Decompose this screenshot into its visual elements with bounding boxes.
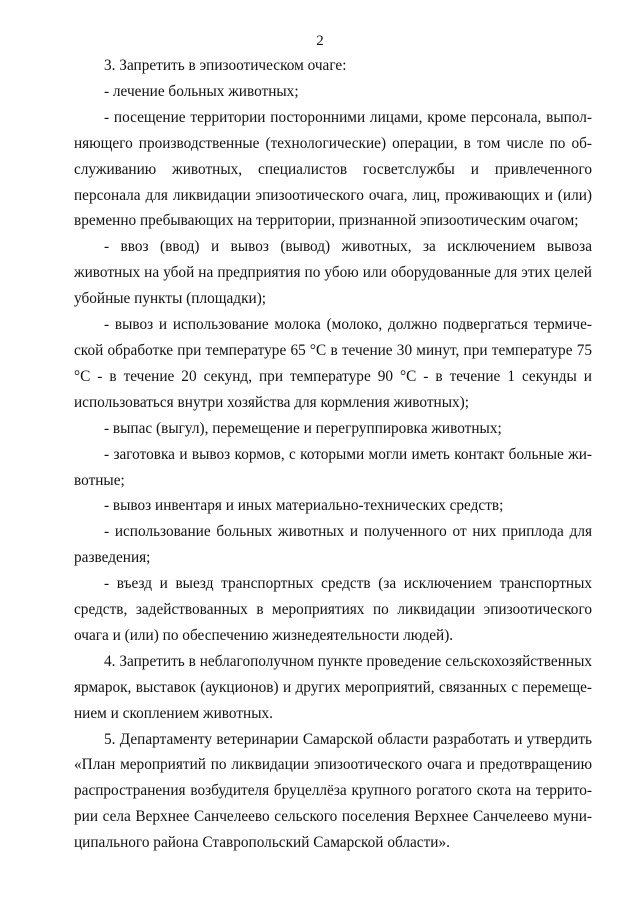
- list-item-inventory: - вывоз инвентаря и иных материально-технических средств;: [104, 497, 504, 515]
- paragraph-4: 4. Запретить в неблагополучном пункте проведение сельскохозяйственных ярмарок, выставок (аукционов) и других мероприятий, связанных с перемещением и скоплением животных.: [74, 652, 592, 722]
- paragraph-3-heading: 3. Запретить в эпизоотическом очаге:: [104, 57, 347, 74]
- list-item-treatment: - лечение больных животных;: [104, 82, 299, 100]
- list-item-animal-transport: - ввоз (ввод) и вывоз (вывод) животных, за исключением вывоза животных на убой на предприятия по убою или оборудованные для этих целей убойные пункты (площадки);: [74, 238, 592, 308]
- list-item-visiting: - посещение территории посторонними лицами, кроме персонала, выполняющего производственные (технологические) операции, в том числе по обслуживанию животных, специалистов госветслужбы и привлеченного персонала для ликвидации эпизоотического очага, лиц, проживающих и (или) временно пребывающих на территории, признанной эпизоотическим очагом;: [74, 108, 592, 230]
- list-item-grazing: - выпас (выгул), перемещение и перегруппировка животных;: [104, 419, 502, 437]
- list-item-vehicles: - въезд и выезд транспортных средств (за исключением транспортных средств, задействованных в мероприятиях по ликвидации эпизоотического очага и (или) по обеспечению жизнедеятельности людей).: [74, 575, 592, 644]
- document-body: [74, 53, 592, 856]
- page-number: 2: [316, 33, 324, 49]
- list-item-breeding: - использование больных животных и полученного от них приплода для разведения;: [74, 523, 592, 567]
- list-item-milk: - вывоз и использование молока (молоко, должно подвергаться термической обработке при температуре 65 °С в течение 30 минут, при температуре 75 °С - в течение 20 секунд, при температуре 90 °С - в течение 1 секунды и использоваться внутри хозяйства для кормления животных);: [74, 316, 592, 411]
- list-item-fodder: - заготовка и вывоз кормов, с которыми могли иметь контакт больные животные;: [74, 445, 592, 489]
- paragraph-5: 5. Департаменту ветеринарии Самарской области разработать и утвердить «План мероприятий по ликвидации эпизоотического очага и предотвращению распространения возбудителя бруцеллёза крупного рогатого скота на территории села Верхнее Санчелеево сельского поселения Верхнее Санчелеево муниципального района Ставропольский Самарской области».: [74, 730, 592, 852]
